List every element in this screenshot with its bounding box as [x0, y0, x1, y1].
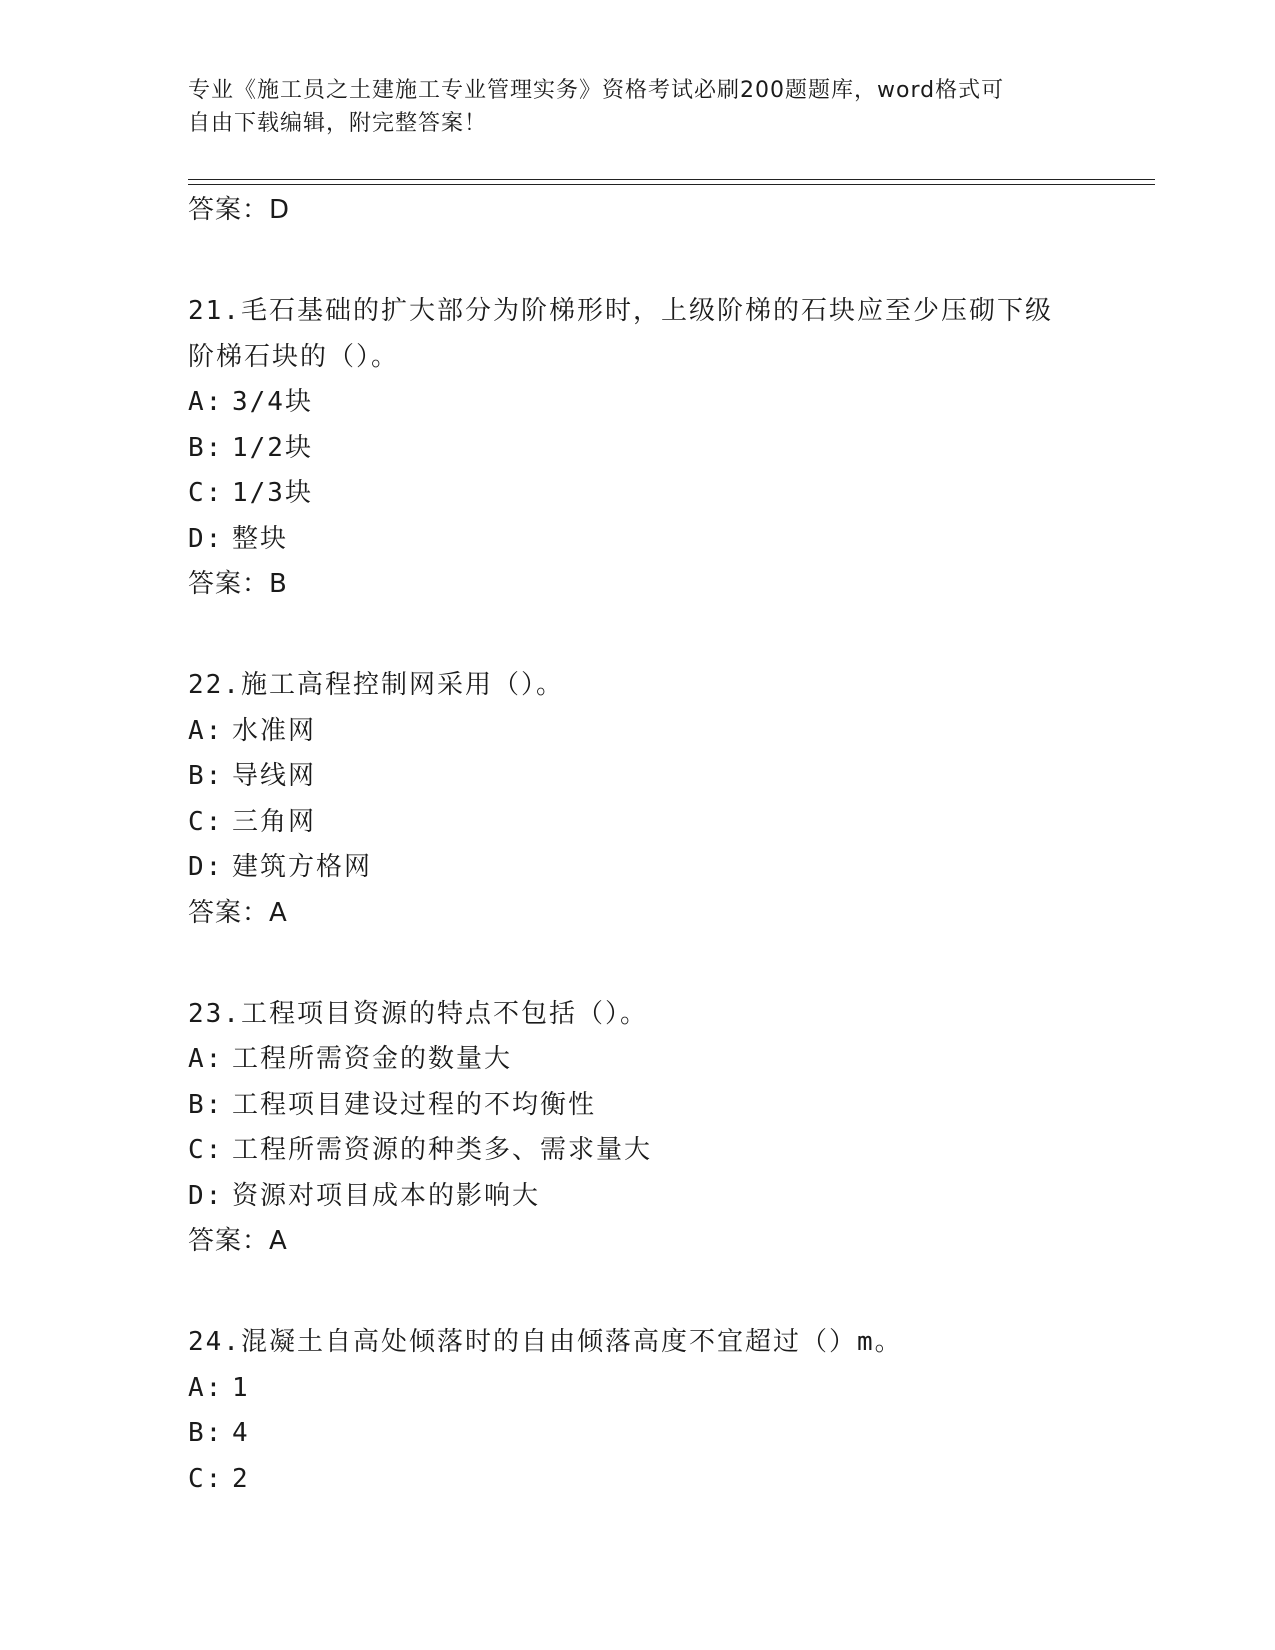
option-key: C: [188, 806, 224, 837]
answer-option [188, 1366, 1148, 1412]
option-key: B: [188, 432, 224, 463]
option-key: C: [188, 1463, 224, 1494]
question-text: 阶梯石块的（）。 [188, 341, 400, 372]
option-key: D: [188, 1180, 224, 1211]
option-key: A: [188, 387, 224, 417]
answer-option [188, 845, 1148, 891]
document-header [188, 74, 1088, 140]
answer-option [188, 1174, 1148, 1220]
option-text: 资源对项目成本的影响大 [232, 1180, 541, 1211]
option-text: 水准网 [232, 715, 317, 746]
answer-option [188, 1457, 1148, 1503]
answer-option [188, 754, 1148, 800]
answer-option [188, 471, 1148, 517]
option-key: D: [188, 523, 224, 554]
header-line-1: 专业《施工员之土建施工专业管理实务》资格考试必刷200题题库，word格式可 [188, 78, 1005, 103]
correct-answer: 答案：B [188, 569, 288, 599]
option-text: 三角网 [232, 806, 317, 837]
option-text: 导线网 [232, 761, 317, 791]
question-block [188, 289, 1148, 607]
question-text: 22.施工高程控制网采用（）。 [188, 670, 564, 700]
correct-answer: 答案：A [188, 1226, 288, 1256]
answer-option [188, 1411, 1148, 1457]
question-block [188, 992, 1148, 1265]
option-key: A: [188, 715, 224, 746]
answer-option [188, 800, 1148, 846]
option-key: A: [188, 1372, 224, 1403]
option-key: B: [188, 1418, 224, 1448]
header-line-2: 自由下载编辑，附完整答案！ [188, 111, 488, 136]
option-text: 建筑方格网 [232, 852, 373, 882]
option-text: 工程项目建设过程的不均衡性 [232, 1089, 597, 1120]
question-text: 24.混凝土自高处倾落时的自由倾落高度不宜超过（）m。 [188, 1327, 903, 1357]
answer-option [188, 1037, 1148, 1083]
header-divider-bottom [188, 184, 1155, 185]
question-text: 21.毛石基础的扩大部分为阶梯形时，上级阶梯的石块应至少压砌下级 [188, 296, 1053, 326]
answer-option [188, 709, 1148, 755]
previous-answer: 答案：D [188, 195, 291, 225]
option-key: B: [188, 761, 224, 791]
option-text: 1 [232, 1372, 250, 1403]
option-text: 4 [232, 1418, 250, 1448]
answer-option [188, 1083, 1148, 1129]
option-text: 整块 [232, 523, 289, 554]
option-text: 2 [232, 1463, 250, 1494]
option-text: 3/4块 [232, 387, 313, 417]
answer-option [188, 517, 1148, 563]
answer-option [188, 380, 1148, 426]
question-block [188, 1320, 1148, 1502]
option-text: 1/3块 [232, 478, 313, 508]
option-key: A: [188, 1044, 224, 1074]
answer-option [188, 426, 1148, 472]
question-list [188, 188, 1148, 1502]
header-divider-top [188, 179, 1155, 180]
option-text: 工程所需资金的数量大 [232, 1044, 513, 1074]
question-text: 23.工程项目资源的特点不包括（）。 [188, 998, 648, 1029]
answer-option [188, 1128, 1148, 1174]
option-text: 工程所需资源的种类多、需求量大 [232, 1135, 653, 1165]
question-block [188, 663, 1148, 936]
option-key: D: [188, 852, 224, 882]
option-key: C: [188, 1135, 224, 1165]
option-text: 1/2块 [232, 432, 313, 463]
option-key: C: [188, 478, 224, 508]
option-key: B: [188, 1089, 224, 1120]
correct-answer: 答案：A [188, 897, 288, 928]
